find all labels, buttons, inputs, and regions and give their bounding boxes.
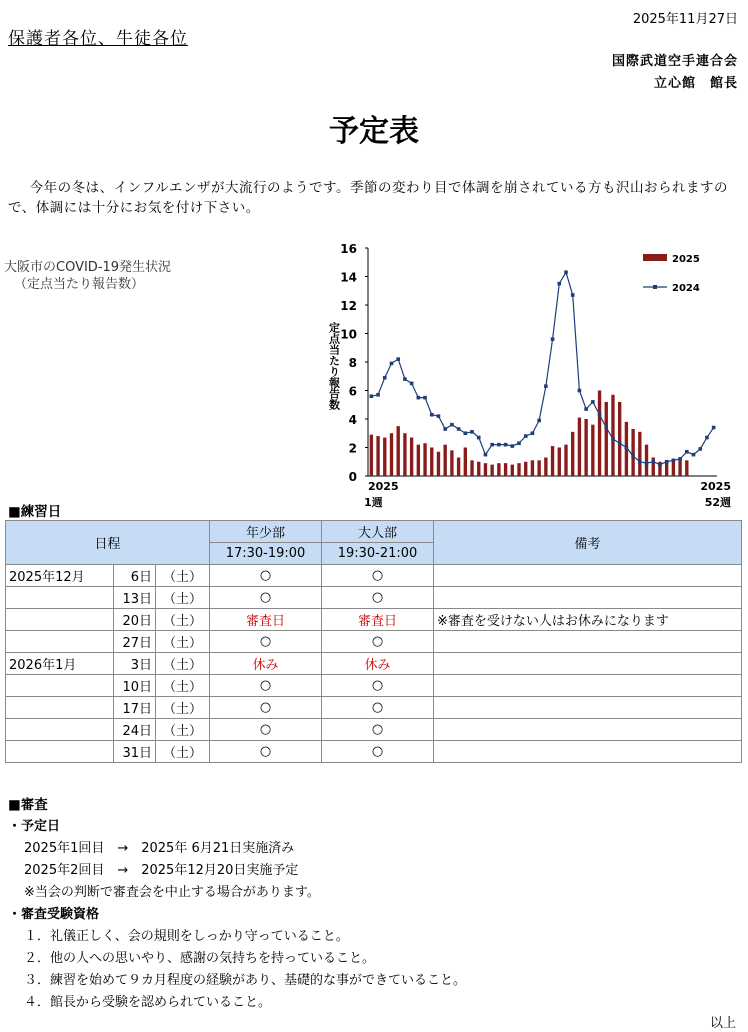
y-tick-label: 0 [348,470,357,484]
bar-2025 [551,446,554,476]
adult-status: ○ [322,719,434,741]
point-2024 [638,460,642,464]
point-2024 [698,447,702,451]
point-2024 [557,282,561,286]
point-2024 [578,389,582,393]
schedule-weekday: （土） [156,741,210,763]
schedule-weekday: （土） [156,609,210,631]
schedule-weekday: （土） [156,631,210,653]
exam-schedule-line: 2025年2回目 → 2025年12月20日実施予定 [24,863,299,878]
point-2024 [417,396,421,400]
junior-status: ○ [210,565,322,587]
schedule-weekday: （土） [156,587,210,609]
point-2024 [611,437,615,441]
table-row [6,741,742,763]
point-2024 [457,427,461,431]
y-axis-label: 定点当たり報告数 [327,322,341,410]
y-tick-label: 8 [348,356,357,370]
point-2024 [625,446,629,450]
schedule-day: 13日 [114,587,156,609]
bar-2025 [403,433,406,476]
y-tick-label: 2 [348,441,357,456]
point-2024 [564,270,568,274]
bar-2025 [678,459,681,476]
page-title: 予定表 [329,114,419,149]
point-2024 [665,460,669,464]
bar-2025 [578,418,581,476]
schedule-month [6,609,114,631]
table-row [6,565,742,587]
schedule-table [5,520,742,763]
organization-name: 国際武道空手連合会 [611,54,738,69]
table-row [6,697,742,719]
x-end-year-label: 2025 [700,480,731,493]
bar-2025 [437,452,440,476]
table-row [6,631,742,653]
chart-caption-subtitle: （定点当たり報告数） [14,277,145,292]
schedule-month [6,631,114,653]
qualification-item: ４．館長から受験を認められていること。 [24,995,272,1010]
schedule-month [6,719,114,741]
point-2024 [423,396,427,400]
bar-2025 [504,463,507,476]
bar-2025 [410,438,413,476]
legend-label-2025: 2025 [672,254,700,265]
adult-status: ○ [322,741,434,763]
bar-2025 [685,460,688,476]
y-tick-label: 10 [340,327,357,342]
table-row [6,675,742,697]
junior-status: ○ [210,631,322,653]
bar-2025 [591,425,594,476]
bar-2025 [484,463,487,476]
point-2024 [484,453,488,457]
bar-2025 [397,426,400,476]
intro-paragraph: 今年の冬は、インフルエンザが大流行のようです。季節の変わり目で体調を崩されている方も沢山おられますので、体調には十分にお気を付け下さい。 [8,180,728,216]
schedule-note [434,719,742,741]
point-2024 [598,413,602,417]
legend-label-2024: 2024 [672,283,700,294]
bar-2025 [470,460,473,476]
adult-status: ○ [322,675,434,697]
point-2024 [370,394,374,398]
qualification-item: １．礼儀正しく、会の規則をしっかり守っていること。 [24,929,349,944]
schedule-month: 2026年1月 [6,653,114,675]
schedule-day: 6日 [114,565,156,587]
point-2024 [591,400,595,404]
bar-2025 [544,457,547,476]
point-2024 [531,431,535,435]
point-2024 [712,426,716,430]
schedule-month: 2025年12月 [6,565,114,587]
adult-status: 審査日 [322,609,434,631]
bar-2025 [390,433,393,476]
schedule-day: 17日 [114,697,156,719]
qualification-item: ２．他の人への思いやり、感謝の気持ちを持っていること。 [24,951,376,966]
x-start-year-label: 2025 [368,480,399,493]
x-end-week-label: 52週 [704,496,731,509]
bar-2025 [464,448,467,477]
bar-2025 [537,460,540,476]
bar-2025 [672,462,675,476]
addressee: 保護者各位、牛徒各位 [8,29,188,49]
bar-2025 [383,438,386,476]
junior-status: ○ [210,675,322,697]
bar-2025 [430,448,433,477]
header-date: 日程 [6,521,210,565]
exam-schedule-label: ・予定日 [8,819,61,834]
bar-2025 [497,463,500,476]
schedule-month [6,587,114,609]
covid-chart [325,238,745,513]
schedule-note [434,587,742,609]
bar-2025 [645,445,648,476]
point-2024 [437,414,441,418]
point-2024 [544,384,548,388]
bar-2025 [444,445,447,476]
point-2024 [537,419,541,423]
point-2024 [645,461,649,465]
bar-2025 [417,445,420,476]
exam-schedule-line: 2025年1回目 → 2025年 6月21日実施済み [24,841,295,856]
table-row [6,609,742,631]
point-2024 [651,460,655,464]
point-2024 [658,463,662,467]
table-row [6,587,742,609]
schedule-weekday: （土） [156,565,210,587]
bar-2025 [423,443,426,476]
point-2024 [517,441,521,445]
point-2024 [383,376,387,380]
bar-2025 [450,450,453,476]
header-adult-time: 19:30-21:00 [322,543,434,565]
adult-status: ○ [322,587,434,609]
bar-2025 [457,457,460,476]
bar-2025 [584,419,587,476]
bar-2025 [611,395,614,476]
point-2024 [396,357,400,361]
schedule-heading: ■練習日 [8,504,62,520]
schedule-note [434,697,742,719]
schedule-note [434,675,742,697]
schedule-weekday: （土） [156,719,210,741]
line-2024 [371,272,713,464]
schedule-month [6,741,114,763]
point-2024 [571,293,575,297]
bar-2025 [618,402,621,476]
point-2024 [450,423,454,427]
junior-status: 休み [210,653,322,675]
bar-2025 [598,391,601,477]
schedule-day: 24日 [114,719,156,741]
point-2024 [443,427,447,431]
bar-2025 [477,462,480,476]
x-start-week-label: 1週 [364,496,383,509]
bar-2025 [517,463,520,476]
junior-status: 審査日 [210,609,322,631]
schedule-note [434,631,742,653]
junior-status: ○ [210,719,322,741]
schedule-weekday: （土） [156,697,210,719]
adult-status: ○ [322,697,434,719]
junior-status: ○ [210,587,322,609]
bar-2025 [638,432,641,476]
point-2024 [618,441,622,445]
schedule-note: ※審査を受けない人はお休みになります [434,609,742,631]
header-junior: 年少部 [210,521,322,543]
point-2024 [510,444,514,448]
bar-2025 [511,465,514,476]
y-tick-label: 4 [348,413,357,427]
y-tick-label: 6 [348,384,357,399]
bar-2025 [605,402,608,476]
point-2024 [631,454,635,458]
adult-status: 休み [322,653,434,675]
point-2024 [497,443,501,447]
y-tick-label: 12 [340,299,357,313]
point-2024 [490,443,494,447]
schedule-month [6,697,114,719]
schedule-day: 20日 [114,609,156,631]
point-2024 [705,436,709,440]
point-2024 [551,337,555,341]
point-2024 [678,457,682,461]
bar-2025 [531,460,534,476]
junior-status: ○ [210,741,322,763]
closing-remark: 以上 [709,1016,736,1031]
table-row [6,719,742,741]
legend-marker-2024 [653,285,657,289]
schedule-weekday: （土） [156,675,210,697]
bar-2025 [376,436,379,476]
qualification-item: ３．練習を始めて９カ月程度の経験があり、基礎的な事ができていること。 [24,973,467,988]
schedule-note [434,653,742,675]
header-notes: 備考 [434,521,742,565]
schedule-day: 31日 [114,741,156,763]
bar-2025 [564,445,567,476]
point-2024 [410,382,414,386]
schedule-day: 3日 [114,653,156,675]
bar-2025 [370,435,373,476]
legend-swatch-2025 [643,254,667,261]
point-2024 [403,377,407,381]
adult-status: ○ [322,631,434,653]
exam-qualification-label: ・審査受験資格 [8,907,100,922]
schedule-note [434,741,742,763]
exam-schedule-note: ※当会の判断で審査会を中止する場合があります。 [24,885,320,900]
adult-status: ○ [322,565,434,587]
point-2024 [470,430,474,434]
point-2024 [464,431,468,435]
y-tick-label: 16 [340,242,357,256]
exam-heading: ■審査 [8,797,48,813]
bar-2025 [490,465,493,476]
chart-caption-title: 大阪市のCOVID-19発生状況 [4,260,172,275]
schedule-day: 27日 [114,631,156,653]
junior-status: ○ [210,697,322,719]
point-2024 [504,443,508,447]
schedule-body [6,565,742,763]
point-2024 [584,407,588,411]
document-date: 2025年11月27日 [632,12,738,27]
signature: 立心館 館長 [653,76,738,91]
schedule-month [6,675,114,697]
bar-2025 [524,462,527,476]
bar-2025 [558,448,561,477]
schedule-note [434,565,742,587]
header-adult: 大人部 [322,521,434,543]
header-junior-time: 17:30-19:00 [210,543,322,565]
point-2024 [672,459,676,463]
point-2024 [376,393,380,397]
point-2024 [692,453,696,457]
table-row [6,653,742,675]
point-2024 [604,426,608,430]
point-2024 [477,436,481,440]
y-tick-label: 14 [340,270,357,285]
point-2024 [685,450,689,454]
bar-2025 [571,432,574,476]
schedule-weekday: （土） [156,653,210,675]
point-2024 [390,362,394,366]
point-2024 [524,434,528,438]
point-2024 [430,413,434,417]
bar-2025 [631,429,634,476]
schedule-day: 10日 [114,675,156,697]
